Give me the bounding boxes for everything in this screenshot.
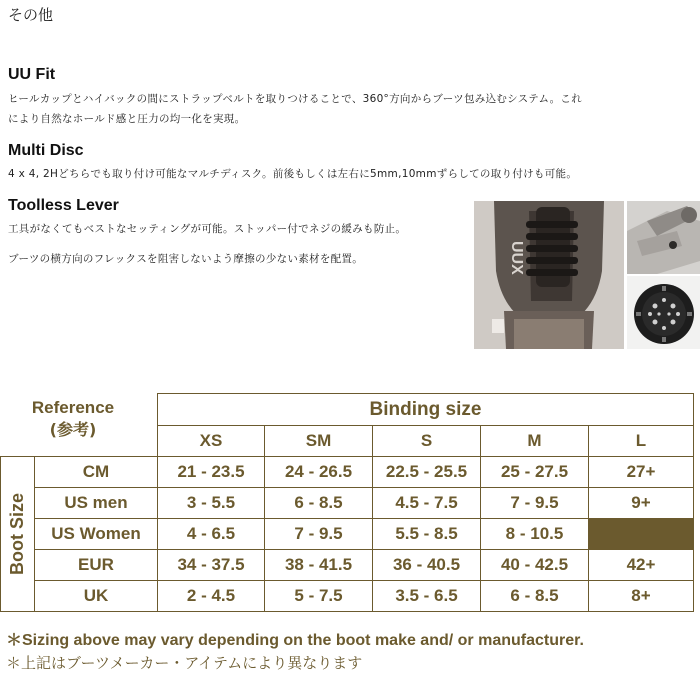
feature-text-line: ブーツの横方向のフレックスを阻害しないよう摩擦の少ない素材を配置。 xyxy=(8,253,364,265)
reference-subtitle: (参考) xyxy=(49,420,97,439)
row-label: UK xyxy=(35,581,158,612)
size-table xyxy=(0,393,694,612)
table-cell: 5 - 7.5 xyxy=(265,581,373,612)
row-label: CM xyxy=(35,457,158,488)
binding-size-header: Binding size xyxy=(158,394,694,426)
table-cell: 8+ xyxy=(589,581,694,612)
table-cell: 27+ xyxy=(589,457,694,488)
feature-title-toolless-lever: Toolless Lever xyxy=(8,197,119,214)
table-row xyxy=(1,519,694,550)
table-cell: 7 - 9.5 xyxy=(481,488,589,519)
table-row xyxy=(1,550,694,581)
table-cell: 9+ xyxy=(589,488,694,519)
table-cell: 8 - 10.5 xyxy=(481,519,589,550)
column-header: SM xyxy=(265,426,373,457)
sizing-note-jp: ＊上記はブーツメーカー・アイテムにより異なります xyxy=(6,654,363,672)
page-title: その他 xyxy=(8,6,54,24)
column-header: L xyxy=(589,426,694,457)
table-cell: 42+ xyxy=(589,550,694,581)
filled-cell xyxy=(589,519,694,550)
column-header: XS xyxy=(158,426,265,457)
table-cell: 40 - 42.5 xyxy=(481,550,589,581)
table-cell: 22.5 - 25.5 xyxy=(373,457,481,488)
table-row xyxy=(1,457,694,488)
column-header: S xyxy=(373,426,481,457)
binding-strap-icon xyxy=(474,201,624,349)
table-cell: 5.5 - 8.5 xyxy=(373,519,481,550)
table-cell: 3.5 - 6.5 xyxy=(373,581,481,612)
feature-text-toolless-lever xyxy=(8,219,478,269)
table-cell: 38 - 41.5 xyxy=(265,550,373,581)
table-row xyxy=(1,488,694,519)
table-cell: 6 - 8.5 xyxy=(481,581,589,612)
table-row xyxy=(1,581,694,612)
table-cell: 4 - 6.5 xyxy=(158,519,265,550)
multi-disc-photo xyxy=(627,276,700,349)
table-cell: 2 - 4.5 xyxy=(158,581,265,612)
table-cell: 36 - 40.5 xyxy=(373,550,481,581)
table-cell: 34 - 37.5 xyxy=(158,550,265,581)
feature-text-multi-disc xyxy=(8,164,698,184)
reference-title: Reference xyxy=(31,398,115,417)
feature-text-line: 工具がなくてもベストなセッティングが可能。ストッパー付でネジの緩みも防止。 xyxy=(8,223,407,235)
feature-title-uu-fit: UU Fit xyxy=(8,66,56,83)
binding-lettering: UUX xyxy=(508,241,525,275)
sizing-note-en: ＊Sizing above may vary depending on the boot make and/ or manufacturer. xyxy=(6,632,584,649)
binding-strap-photo xyxy=(474,201,624,349)
table-cell: 7 - 9.5 xyxy=(265,519,373,550)
feature-text-uu-fit xyxy=(8,89,698,129)
row-label: US Women xyxy=(35,519,158,550)
row-label: US men xyxy=(35,488,158,519)
feature-text-line: ヒールカップとハイバックの間にストラップベルトを取りつけることで、360°方向からブーツ包み込むシステム。これ xyxy=(8,93,583,105)
disc-icon xyxy=(627,276,700,349)
column-header: M xyxy=(481,426,589,457)
boot-size-label: Boot Size xyxy=(7,492,27,575)
feature-text-line: により自然なホールド感と圧力の均一化を実現。 xyxy=(8,113,246,125)
table-cell: 3 - 5.5 xyxy=(158,488,265,519)
feature-text-line: 4 x 4, 2Hどちらでも取り付け可能なマルチディスク。前後もしくは左右に5mm,10mmずらしての取り付けも可能。 xyxy=(8,168,578,180)
table-cell: 24 - 26.5 xyxy=(265,457,373,488)
feature-title-multi-disc: Multi Disc xyxy=(8,142,84,159)
table-cell: 4.5 - 7.5 xyxy=(373,488,481,519)
toolless-lever-photo xyxy=(627,201,700,274)
table-cell: 6 - 8.5 xyxy=(265,488,373,519)
table-cell: 21 - 23.5 xyxy=(158,457,265,488)
boot-size-header xyxy=(1,457,35,612)
lever-icon xyxy=(627,201,700,274)
row-label: EUR xyxy=(35,550,158,581)
table-cell: 25 - 27.5 xyxy=(481,457,589,488)
